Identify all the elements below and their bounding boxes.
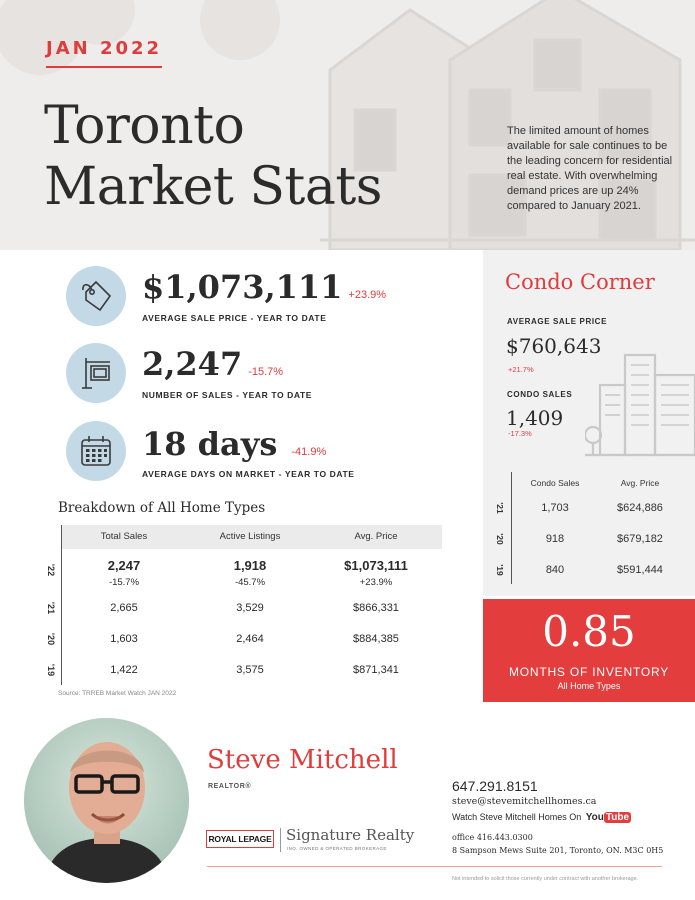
- cell-change: -15.7%: [108, 577, 140, 588]
- cell-avg-price: $884,385: [353, 633, 399, 645]
- cell-avg-price: $871,341: [353, 664, 399, 676]
- cell-active-listings: 1,918: [233, 558, 267, 573]
- table-axis-line: [61, 525, 62, 685]
- cell-total-sales: 2,665: [110, 602, 138, 614]
- youtube-link-text: Watch Steve Mitchell Homes On: [452, 812, 582, 822]
- agent-phone[interactable]: 647.291.8151: [452, 778, 538, 794]
- row-year: '22: [46, 563, 56, 577]
- row-year: '20: [46, 632, 56, 646]
- condo-cell-sales: 918: [545, 533, 565, 545]
- cell-total-sales: 2,247: [107, 558, 141, 573]
- price-tag-icon: [66, 266, 126, 326]
- agent-email[interactable]: steve@stevemitchellhomes.ca: [452, 796, 597, 807]
- condo-cell-sales: 1,703: [541, 502, 569, 514]
- agent-name: Steve Mitchell: [207, 745, 398, 775]
- condo-column-header: Avg. Price: [620, 478, 660, 488]
- months-of-inventory-panel: [483, 599, 695, 702]
- condo-cell-price: $591,444: [617, 564, 663, 576]
- youtube-logo-icon: [586, 812, 631, 823]
- stat-change: -15.7%: [248, 366, 284, 378]
- stat-label: AVERAGE DAYS ON MARKET - YEAR TO DATE: [142, 469, 355, 479]
- brokerage-name: Signature Realty: [286, 826, 415, 844]
- stat-value: $1,073,111: [142, 268, 343, 306]
- title-line-1: Toronto: [44, 96, 245, 156]
- condo-row-year: '19: [495, 564, 505, 576]
- condo-avg-price-label: AVERAGE SALE PRICE: [507, 317, 607, 326]
- buildings-icon: [585, 350, 695, 460]
- date-underline: [46, 66, 162, 68]
- stat-value: 18 days: [142, 425, 278, 463]
- page-title: [44, 96, 382, 218]
- title-line-2: Market Stats: [44, 157, 382, 217]
- condo-row-year: '20: [495, 533, 505, 545]
- cell-active-listings: 3,529: [236, 602, 264, 614]
- condo-column-header: Condo Sales: [530, 478, 580, 488]
- condo-sales-label: CONDO SALES: [507, 390, 573, 399]
- row-year: '21: [46, 601, 56, 615]
- royal-lepage-logo: [206, 830, 274, 848]
- stat-value: 2,247: [142, 345, 243, 383]
- youtube-link[interactable]: [452, 812, 631, 823]
- stat-label: NUMBER OF SALES - YEAR TO DATE: [142, 390, 313, 400]
- condo-cell-price: $679,182: [617, 533, 663, 545]
- office-address: 8 Sampson Mews Suite 201, Toronto, ON. M3C 0H5: [452, 846, 664, 855]
- cell-change: +23.9%: [359, 577, 393, 588]
- months-of-inventory-label: MONTHS OF INVENTORY: [508, 665, 670, 679]
- cell-active-listings: 2,464: [236, 633, 264, 645]
- condo-table-axis-line: [511, 472, 512, 584]
- condo-sales-change: -17.3%: [508, 429, 532, 438]
- report-date: JAN 2022: [46, 38, 163, 59]
- brand-divider: [280, 828, 281, 852]
- column-header: Active Listings: [219, 531, 281, 542]
- footer-divider: [207, 866, 662, 867]
- youtube-logo-you: You: [585, 812, 604, 823]
- office-phone: office 416.443.0300: [452, 833, 533, 842]
- months-of-inventory-value: 0.85: [542, 607, 636, 656]
- breakdown-title: Breakdown of All Home Types: [58, 500, 266, 516]
- disclaimer: Not intended to solicit those currently under contract with another brokerage.: [452, 876, 639, 882]
- row-year: '19: [46, 663, 56, 677]
- brokerage-subtitle: INO. OWNED & OPERATED BROKERAGE: [287, 846, 387, 851]
- condo-avg-price: $760,643: [506, 334, 602, 358]
- condo-corner-title: Condo Corner: [505, 270, 655, 294]
- months-of-inventory-sub: All Home Types: [557, 681, 621, 691]
- condo-avg-price-change: +21.7%: [508, 365, 534, 374]
- column-header: Total Sales: [100, 531, 148, 542]
- breakdown-header-row: [62, 525, 442, 549]
- cell-avg-price: $866,331: [353, 602, 399, 614]
- condo-corner-panel: [483, 250, 695, 596]
- condo-cell-sales: 840: [545, 564, 565, 576]
- calendar-icon: [66, 421, 126, 481]
- cell-avg-price: $1,073,111: [344, 558, 408, 573]
- source-note: Source: TRREB Market Watch JAN 2022: [58, 690, 177, 697]
- hero-banner: [0, 0, 695, 250]
- column-header: Avg. Price: [354, 531, 398, 542]
- condo-cell-price: $624,886: [617, 502, 663, 514]
- stat-change: -41.9%: [291, 446, 327, 458]
- youtube-logo-tube: Tube: [605, 812, 630, 823]
- sign-post-icon: [66, 343, 126, 403]
- condo-row-year: '21: [495, 502, 505, 514]
- stat-change: +23.9%: [348, 289, 387, 301]
- cell-active-listings: 3,575: [236, 664, 264, 676]
- market-summary: The limited amount of homes available for sale continues to be the leading concern for residential real estate. With overwhelming demand prices are up 24% compared to January 2021.: [507, 125, 673, 212]
- agent-photo: [24, 718, 189, 883]
- cell-total-sales: 1,422: [110, 664, 138, 676]
- agent-role: REALTOR®: [208, 783, 252, 790]
- royal-lepage-text: ROYAL LEPAGE: [208, 834, 272, 844]
- stat-label: AVERAGE SALE PRICE - YEAR TO DATE: [142, 313, 327, 323]
- cell-change: -45.7%: [234, 577, 266, 588]
- cell-total-sales: 1,603: [110, 633, 138, 645]
- condo-sales: 1,409: [506, 406, 564, 430]
